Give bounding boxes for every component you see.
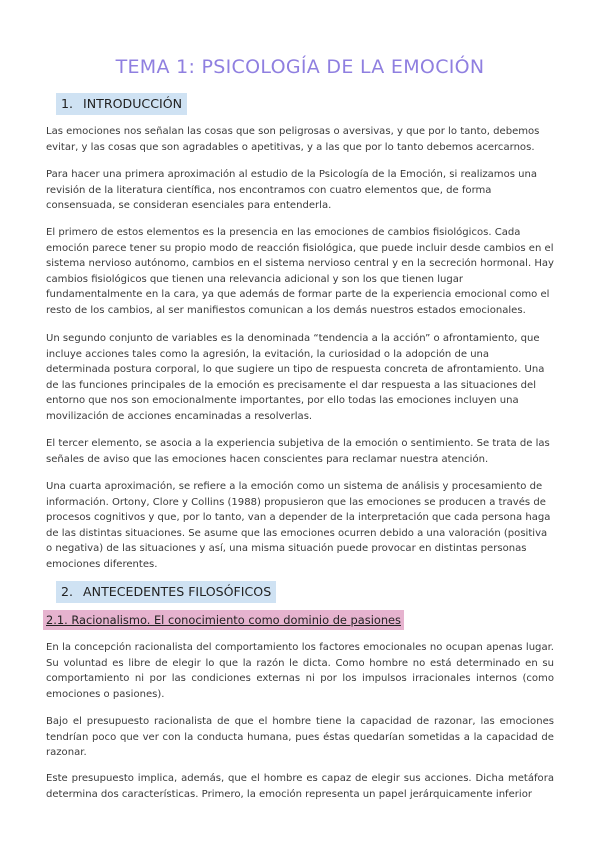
section-heading-introduccion — [56, 93, 187, 115]
paragraph-6: Una cuarta aproximación, se refiere a la emoción como un sistema de análisis y procesamiento de información. Ortony, Clore y Collins (1988) propusieron que las emociones se producen a través de procesos cognitivos y que, por lo tanto, van a depender de la interpretación que cada persona haga de las distintas situaciones. Se asume que las emociones ocurren debido a una valoración (positiva o negativa) de las situaciones y así, una misma situación puede provocar en distintas personas emociones diferentes. — [46, 481, 551, 570]
section-heading-antecedentes — [56, 581, 276, 603]
paragraph-4: Un segundo conjunto de variables es la denominada “tendencia a la acción” o afrontamiento, que incluye acciones tales como la agresión, la evitación, la curiosidad o la adopción de una determinada postura corporal, lo que sugiere un tipo de respuesta concreta de afrontamiento. Una de las funciones principales de la emoción es precisamente el dar respuesta a las situaciones del entorno que nos son emocionalmente importantes, por ello todas las emociones incluyen una movilización de acciones encaminadas a resolverlas. — [46, 333, 545, 422]
paragraph-8: Bajo el presupuesto racionalista de que el hombre tiene la capacidad de razonar, las emociones tendrían poco que ver con la conducta humana, pues éstas quedarían sometidas a la capacidad de razonar. — [46, 716, 554, 759]
paragraph-7: En la concepción racionalista del comportamiento los factores emocionales no ocupan apenas lugar. Su voluntad es libre de elegir lo que la razón le dicta. Como hombre no está determinado en su comportamiento ni por las condiciones externas ni por los impulsos irracionales internos (como emociones o pasiones). — [46, 642, 554, 700]
subsection-heading-racionalismo: 2.1. Racionalismo. El conocimiento como dominio de pasiones — [43, 610, 404, 630]
paragraph-1: Las emociones nos señalan las cosas que son peligrosas o aversivas, y que por lo tanto, debemos evitar, y las cosas que son agradables o apetitivas, y a las que por lo tanto debemos acercarnos. — [46, 126, 540, 153]
section-number: 2. — [61, 584, 74, 599]
section-label: ANTECEDENTES FILOSÓFICOS — [83, 584, 272, 599]
paragraph-9: Este presupuesto implica, además, que el hombre es capaz de elegir sus acciones. Dicha metáfora determina dos características. Primero, la emoción representa un papel jerárquicamente inferior — [46, 773, 554, 800]
page-title: TEMA 1: PSICOLOGÍA DE LA EMOCIÓN — [115, 56, 485, 78]
section-number: 1. — [61, 96, 74, 111]
paragraph-2: Para hacer una primera aproximación al estudio de la Psicología de la Emoción, si realizamos una revisión de la literatura científica, nos encontramos con cuatro elementos que, de forma consensuada, se consideran esenciales para entenderla. — [46, 169, 538, 212]
paragraph-5: El tercer elemento, se asocia a la experiencia subjetiva de la emoción o sentimiento. Se trata de las señales de aviso que las emociones hacen conscientes para reclamar nuestra atención. — [46, 438, 550, 465]
paragraph-3: El primero de estos elementos es la presencia en las emociones de cambios fisiológicos. Cada emoción parece tener su propio modo de reacción fisiológica, que puede incluir desde cambios en el sistema nervioso autónomo, cambios en el sistema nervioso central y en la secreción hormonal. Hay cambios fisiológicos que tienen una relevancia adicional y son los que tienen lugar fundamentalmente en la cara, ya que además de formar parte de la experiencia emocional como el resto de los cambios, al ser manifiestos comunican a los demás nuestros estados emocionales. — [46, 227, 555, 316]
section-label: INTRODUCCIÓN — [83, 96, 183, 111]
